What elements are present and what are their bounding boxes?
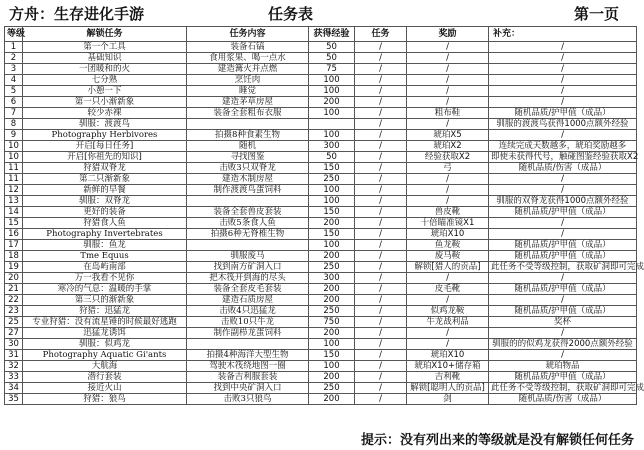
level-cell: 8 bbox=[5, 119, 23, 130]
experience-cell: 100 bbox=[309, 130, 355, 141]
task-content-cell: 击败3只双脊龙 bbox=[187, 163, 309, 174]
level-cell: 11 bbox=[5, 174, 23, 185]
table-row bbox=[5, 196, 637, 207]
table-row bbox=[5, 119, 637, 130]
level-cell: 5 bbox=[5, 86, 23, 97]
task-content-cell: 驾驶木筏绕地图一圈 bbox=[187, 361, 309, 372]
task-cell: / bbox=[355, 361, 407, 372]
task-name-cell: 大航海 bbox=[23, 361, 187, 372]
note-cell: / bbox=[489, 86, 637, 97]
note-cell: 随机品质/护甲值（成品） bbox=[489, 306, 637, 317]
level-cell: 20 bbox=[5, 273, 23, 284]
note-cell: 随机品质/护甲值（成品） bbox=[489, 372, 637, 383]
level-cell: 3 bbox=[5, 64, 23, 75]
level-cell: 17 bbox=[5, 240, 23, 251]
table-title: 任务表 bbox=[268, 5, 314, 23]
note-cell: / bbox=[489, 97, 637, 108]
note-cell: 琥珀物品 bbox=[489, 361, 637, 372]
level-cell: 10 bbox=[5, 152, 23, 163]
task-content-cell: 建造篝火并点燃 bbox=[187, 64, 309, 75]
task-name-cell: 七分熟 bbox=[23, 75, 187, 86]
task-name-cell: 驯服：似鸡龙 bbox=[23, 339, 187, 350]
task-content-cell: 把木筏开到海的尽头 bbox=[187, 273, 309, 284]
task-cell: / bbox=[355, 240, 407, 251]
experience-cell: 100 bbox=[309, 240, 355, 251]
experience-cell: 50 bbox=[309, 42, 355, 53]
experience-cell: 50 bbox=[309, 152, 355, 163]
reward-cell: / bbox=[407, 64, 489, 75]
experience-cell: 150 bbox=[309, 163, 355, 174]
table-row bbox=[5, 75, 637, 86]
game-title: 方舟：生存进化手游 bbox=[9, 5, 145, 23]
level-cell: 32 bbox=[5, 361, 23, 372]
task-name-cell: 一团暖和的火 bbox=[23, 64, 187, 75]
note-cell: / bbox=[489, 185, 637, 196]
note-cell: 随机品质/护甲值（成品） bbox=[489, 207, 637, 218]
experience-cell: 200 bbox=[309, 372, 355, 383]
note-cell: / bbox=[489, 328, 637, 339]
task-cell: / bbox=[355, 64, 407, 75]
task-cell: / bbox=[355, 141, 407, 152]
task-name-cell: Photography Herbivores bbox=[23, 130, 187, 141]
table-body bbox=[5, 42, 644, 405]
task-cell: / bbox=[355, 42, 407, 53]
note-cell: 此任务不受等级控制，获取矿洞即可完成 bbox=[489, 383, 637, 394]
task-name-cell: 潜行套装 bbox=[23, 372, 187, 383]
experience-cell: 200 bbox=[309, 328, 355, 339]
note-cell: / bbox=[489, 174, 637, 185]
task-content-cell: 建造石质房屋 bbox=[187, 295, 309, 306]
table-row bbox=[5, 86, 637, 97]
reward-cell: 兽皮靴 bbox=[407, 207, 489, 218]
table-row bbox=[5, 218, 637, 229]
task-cell: / bbox=[355, 130, 407, 141]
note-cell: / bbox=[489, 229, 637, 240]
task-content-cell: 拍摄6种无脊椎生物 bbox=[187, 229, 309, 240]
task-name-cell: 专业狩猎：没有流星锤的时候最好逃跑 bbox=[23, 317, 187, 328]
task-content-cell: 食用浆果、喝一点水 bbox=[187, 53, 309, 64]
note-cell: / bbox=[489, 295, 637, 306]
reward-cell: / bbox=[407, 339, 489, 350]
task-cell: / bbox=[355, 108, 407, 119]
task-name-cell: 开启[每日任务] bbox=[23, 141, 187, 152]
reward-cell: 皮毛靴 bbox=[407, 284, 489, 295]
task-name-cell: 新鲜的早餐 bbox=[23, 185, 187, 196]
task-name-cell: 驯服：渡渡鸟 bbox=[23, 119, 187, 130]
note-cell: 驯服的渡渡鸟获得1000点额外经验 bbox=[489, 119, 637, 130]
task-cell: / bbox=[355, 383, 407, 394]
table-row bbox=[5, 130, 637, 141]
level-cell: 6 bbox=[5, 97, 23, 108]
task-cell: / bbox=[355, 75, 407, 86]
reward-cell: / bbox=[407, 75, 489, 86]
column-header: 任务内容 bbox=[187, 27, 309, 42]
task-cell: / bbox=[355, 119, 407, 130]
table-row bbox=[5, 306, 637, 317]
experience-cell: 200 bbox=[309, 97, 355, 108]
note-cell: 驯服的的似鸡龙获得2000点额外经验 bbox=[489, 339, 637, 350]
task-content-cell: 制作副栉龙蛋饲料 bbox=[187, 328, 309, 339]
reward-cell: 牛龙战利品 bbox=[407, 317, 489, 328]
task-content-cell: 拍摄4种海洋大型生物 bbox=[187, 350, 309, 361]
page-number: 第一页 bbox=[574, 5, 620, 23]
task-cell: / bbox=[355, 174, 407, 185]
table-row bbox=[5, 64, 637, 75]
table-row bbox=[5, 361, 637, 372]
level-cell: 27 bbox=[5, 328, 23, 339]
task-content-cell bbox=[187, 339, 309, 350]
task-cell: / bbox=[355, 273, 407, 284]
task-content-cell: 睡觉 bbox=[187, 86, 309, 97]
experience-cell: 100 bbox=[309, 339, 355, 350]
table-row bbox=[5, 207, 637, 218]
task-content-cell: 击败3只狼鸟 bbox=[187, 394, 309, 405]
task-content-cell: 制作渡渡鸟蛋饲料 bbox=[187, 185, 309, 196]
reward-cell: 琥珀X5 bbox=[407, 130, 489, 141]
reward-cell: / bbox=[407, 328, 489, 339]
reward-cell: 琥珀X10 bbox=[407, 229, 489, 240]
note-cell: / bbox=[489, 350, 637, 361]
task-cell: / bbox=[355, 295, 407, 306]
task-cell: / bbox=[355, 229, 407, 240]
task-cell: / bbox=[355, 218, 407, 229]
experience-cell: 250 bbox=[309, 383, 355, 394]
column-header: 获得经验 bbox=[309, 27, 355, 42]
task-name-cell: 在岛屿南部 bbox=[23, 262, 187, 273]
table-row bbox=[5, 383, 637, 394]
task-cell: / bbox=[355, 185, 407, 196]
reward-cell: 解锁[聪明人的贡品] bbox=[407, 383, 489, 394]
task-name-cell: 基础知识 bbox=[23, 53, 187, 64]
task-content-cell: 装备吉利服套装 bbox=[187, 372, 309, 383]
task-content-cell: 建造木制房屋 bbox=[187, 174, 309, 185]
experience-cell: 250 bbox=[309, 174, 355, 185]
experience-cell: 250 bbox=[309, 306, 355, 317]
level-cell: 34 bbox=[5, 383, 23, 394]
note-cell: 驯服的双脊龙获得1000点额外经验 bbox=[489, 196, 637, 207]
note-cell: 即使未获得代号，触碰图鉴经验获取X2 bbox=[489, 152, 637, 163]
table-row bbox=[5, 53, 637, 64]
task-table bbox=[4, 26, 644, 405]
task-content-cell: 拍摄8种食素生物 bbox=[187, 130, 309, 141]
experience-cell: 50 bbox=[309, 53, 355, 64]
table-row bbox=[5, 295, 637, 306]
task-cell: / bbox=[355, 53, 407, 64]
table-row bbox=[5, 108, 637, 119]
task-cell: / bbox=[355, 207, 407, 218]
level-cell: 18 bbox=[5, 251, 23, 262]
table-row bbox=[5, 152, 637, 163]
task-content-cell: 随机 bbox=[187, 141, 309, 152]
task-name-cell: 驯服：双脊龙 bbox=[23, 196, 187, 207]
reward-cell: / bbox=[407, 174, 489, 185]
note-cell: 随机品质/护甲值（成品） bbox=[489, 284, 637, 295]
task-name-cell: 第三只的渐新象 bbox=[23, 295, 187, 306]
level-cell: 30 bbox=[5, 339, 23, 350]
experience-cell: 300 bbox=[309, 141, 355, 152]
reward-cell: 似鸡龙鞍 bbox=[407, 306, 489, 317]
task-content-cell bbox=[187, 119, 309, 130]
task-name-cell: 狩猎：迅猛龙 bbox=[23, 306, 187, 317]
reward-cell: 解锁[猎人的贡品] bbox=[407, 262, 489, 273]
note-cell: 随机品质/护甲值（成品） bbox=[489, 240, 637, 251]
experience-cell: 100 bbox=[309, 361, 355, 372]
reward-cell: 琥珀X2 bbox=[407, 141, 489, 152]
task-content-cell: 烹饪肉 bbox=[187, 75, 309, 86]
note-cell: / bbox=[489, 42, 637, 53]
experience-cell: 150 bbox=[309, 229, 355, 240]
task-name-cell: 更好的装备 bbox=[23, 207, 187, 218]
task-name-cell: 开启[你祖先的知识] bbox=[23, 152, 187, 163]
table-row bbox=[5, 284, 637, 295]
reward-cell: 琥珀X10 bbox=[407, 350, 489, 361]
table-row bbox=[5, 273, 637, 284]
table-row bbox=[5, 174, 637, 185]
task-name-cell: 狩猎：狼鸟 bbox=[23, 394, 187, 405]
level-cell: 31 bbox=[5, 350, 23, 361]
level-cell: 23 bbox=[5, 306, 23, 317]
level-cell: 19 bbox=[5, 262, 23, 273]
task-cell: / bbox=[355, 152, 407, 163]
experience-cell: 150 bbox=[309, 350, 355, 361]
reward-cell: 废马鞍 bbox=[407, 251, 489, 262]
title-bar bbox=[0, 0, 640, 26]
note-cell: 奖杯 bbox=[489, 317, 637, 328]
level-cell: 9 bbox=[5, 130, 23, 141]
experience-cell: 100 bbox=[309, 108, 355, 119]
reward-cell: / bbox=[407, 196, 489, 207]
note-cell: / bbox=[489, 130, 637, 141]
task-content-cell: 建造茅草房屋 bbox=[187, 97, 309, 108]
reward-cell: / bbox=[407, 185, 489, 196]
level-cell: 25 bbox=[5, 317, 23, 328]
task-cell: / bbox=[355, 372, 407, 383]
column-header: 补充： bbox=[489, 27, 637, 42]
table-row bbox=[5, 251, 637, 262]
column-header: 解锁任务 bbox=[23, 27, 187, 42]
note-cell: / bbox=[489, 218, 637, 229]
table-row bbox=[5, 97, 637, 108]
experience-cell: 100 bbox=[309, 196, 355, 207]
task-cell: / bbox=[355, 86, 407, 97]
experience-cell: 250 bbox=[309, 262, 355, 273]
reward-cell: 琥珀X10+储存箱 bbox=[407, 361, 489, 372]
level-cell: 35 bbox=[5, 394, 23, 405]
note-cell: 随机品质/伤害（成品） bbox=[489, 394, 637, 405]
table-row bbox=[5, 394, 637, 405]
level-cell: 1 bbox=[5, 42, 23, 53]
experience-cell: 200 bbox=[309, 394, 355, 405]
reward-cell: / bbox=[407, 86, 489, 97]
footer-note: 提示：没有列出来的等级就是没有解锁任何任务 bbox=[360, 433, 634, 448]
task-cell: / bbox=[355, 328, 407, 339]
reward-cell: 鱼龙鞍 bbox=[407, 240, 489, 251]
task-name-cell: 狩猎双脊龙 bbox=[23, 163, 187, 174]
task-content-cell: 击败10只牛龙 bbox=[187, 317, 309, 328]
experience-cell: 200 bbox=[309, 295, 355, 306]
note-cell: / bbox=[489, 75, 637, 86]
task-name-cell: Tme Equus bbox=[23, 251, 187, 262]
task-content-cell: 装备全套皮毛套装 bbox=[187, 284, 309, 295]
reward-cell: / bbox=[407, 42, 489, 53]
reward-cell: 弓 bbox=[407, 163, 489, 174]
note-cell: 随机品质/护甲值（成品） bbox=[489, 251, 637, 262]
level-cell: 10 bbox=[5, 141, 23, 152]
reward-cell: 粗布鞋 bbox=[407, 108, 489, 119]
task-cell: / bbox=[355, 284, 407, 295]
reward-cell: / bbox=[407, 97, 489, 108]
experience-cell: 100 bbox=[309, 185, 355, 196]
column-header: 等级 bbox=[5, 27, 23, 42]
task-name-cell: 小憩一下 bbox=[23, 86, 187, 97]
note-cell: / bbox=[489, 273, 637, 284]
note-cell: / bbox=[489, 53, 637, 64]
task-name-cell: 第一个工具 bbox=[23, 42, 187, 53]
level-cell: 7 bbox=[5, 108, 23, 119]
task-cell: / bbox=[355, 394, 407, 405]
experience-cell: 200 bbox=[309, 251, 355, 262]
reward-cell: 经验获取X2 bbox=[407, 152, 489, 163]
task-name-cell: 接近火山 bbox=[23, 383, 187, 394]
table-row bbox=[5, 163, 637, 174]
level-cell: 14 bbox=[5, 207, 23, 218]
column-header: 任务 bbox=[355, 27, 407, 42]
note-cell: / bbox=[489, 64, 637, 75]
footer bbox=[0, 425, 640, 450]
level-cell: 13 bbox=[5, 196, 23, 207]
note-cell: 此任务不受等级控制，获取矿洞即可完成 bbox=[489, 262, 637, 273]
level-cell: 21 bbox=[5, 284, 23, 295]
table-row bbox=[5, 350, 637, 361]
task-content-cell: 装备全套兽皮套装 bbox=[187, 207, 309, 218]
experience-cell: 100 bbox=[309, 86, 355, 97]
level-cell: 2 bbox=[5, 53, 23, 64]
task-cell: / bbox=[355, 251, 407, 262]
experience-cell bbox=[309, 119, 355, 130]
table-row bbox=[5, 240, 637, 251]
experience-cell: 750 bbox=[309, 317, 355, 328]
task-content-cell: 找到南方矿洞入口 bbox=[187, 262, 309, 273]
level-cell: 11 bbox=[5, 163, 23, 174]
table-row bbox=[5, 229, 637, 240]
table-row bbox=[5, 262, 637, 273]
task-cell: / bbox=[355, 306, 407, 317]
task-cell: / bbox=[355, 97, 407, 108]
reward-cell: / bbox=[407, 53, 489, 64]
table-row bbox=[5, 141, 637, 152]
table-row bbox=[5, 339, 637, 350]
level-cell: 33 bbox=[5, 372, 23, 383]
note-cell: 连续完成天数越多，琥珀奖励越多 bbox=[489, 141, 637, 152]
experience-cell: 200 bbox=[309, 218, 355, 229]
table-row bbox=[5, 372, 637, 383]
note-cell: 随机品质/护甲值（成品） bbox=[489, 108, 637, 119]
reward-cell: / bbox=[407, 119, 489, 130]
table-row bbox=[5, 42, 637, 53]
task-name-cell: 较少赤裸 bbox=[23, 108, 187, 119]
reward-cell: 十倍瞄准镜X1 bbox=[407, 218, 489, 229]
experience-cell: 300 bbox=[309, 273, 355, 284]
task-name-cell: 迅猛龙诱饵 bbox=[23, 328, 187, 339]
table-row bbox=[5, 328, 637, 339]
level-cell: 16 bbox=[5, 229, 23, 240]
table-row bbox=[5, 317, 637, 328]
task-name-cell: 第二只渐新象 bbox=[23, 174, 187, 185]
column-header: 奖励 bbox=[407, 27, 489, 42]
task-name-cell: Photography Aquatic Gi'ants bbox=[23, 350, 187, 361]
level-cell: 12 bbox=[5, 185, 23, 196]
task-name-cell: 驯服：鱼龙 bbox=[23, 240, 187, 251]
task-name-cell: Photography Invertebrates bbox=[23, 229, 187, 240]
reward-cell: / bbox=[407, 273, 489, 284]
task-cell: / bbox=[355, 350, 407, 361]
task-cell: / bbox=[355, 163, 407, 174]
task-cell: / bbox=[355, 317, 407, 328]
experience-cell: 200 bbox=[309, 284, 355, 295]
level-cell: 15 bbox=[5, 218, 23, 229]
experience-cell: 150 bbox=[309, 207, 355, 218]
task-name-cell: 万一我看不见你 bbox=[23, 273, 187, 284]
note-cell: 随机品质/伤害（成品） bbox=[489, 163, 637, 174]
experience-cell: 75 bbox=[309, 64, 355, 75]
task-content-cell: 击败4只迅猛龙 bbox=[187, 306, 309, 317]
task-name-cell: 狩猎食人鱼 bbox=[23, 218, 187, 229]
table-row bbox=[5, 185, 637, 196]
task-content-cell: 找到中央矿洞入口 bbox=[187, 383, 309, 394]
task-content-cell: 击败5条食人鱼 bbox=[187, 218, 309, 229]
task-content-cell bbox=[187, 240, 309, 251]
experience-cell: 100 bbox=[309, 75, 355, 86]
table-header-row bbox=[5, 27, 637, 42]
task-content-cell: 装备石镐 bbox=[187, 42, 309, 53]
task-cell: / bbox=[355, 339, 407, 350]
task-content-cell: 寻找图鉴 bbox=[187, 152, 309, 163]
level-cell: 4 bbox=[5, 75, 23, 86]
level-cell: 22 bbox=[5, 295, 23, 306]
task-content-cell: 驯服废马 bbox=[187, 251, 309, 262]
reward-cell: 吉利靴 bbox=[407, 372, 489, 383]
task-cell: / bbox=[355, 196, 407, 207]
task-name-cell: 寒冷的气息：温暖的手掌 bbox=[23, 284, 187, 295]
task-name-cell: 第一只小渐新象 bbox=[23, 97, 187, 108]
reward-cell: / bbox=[407, 295, 489, 306]
task-cell: / bbox=[355, 262, 407, 273]
reward-cell: 剑 bbox=[407, 394, 489, 405]
task-content-cell bbox=[187, 196, 309, 207]
task-content-cell: 装备全套粗布衣服 bbox=[187, 108, 309, 119]
